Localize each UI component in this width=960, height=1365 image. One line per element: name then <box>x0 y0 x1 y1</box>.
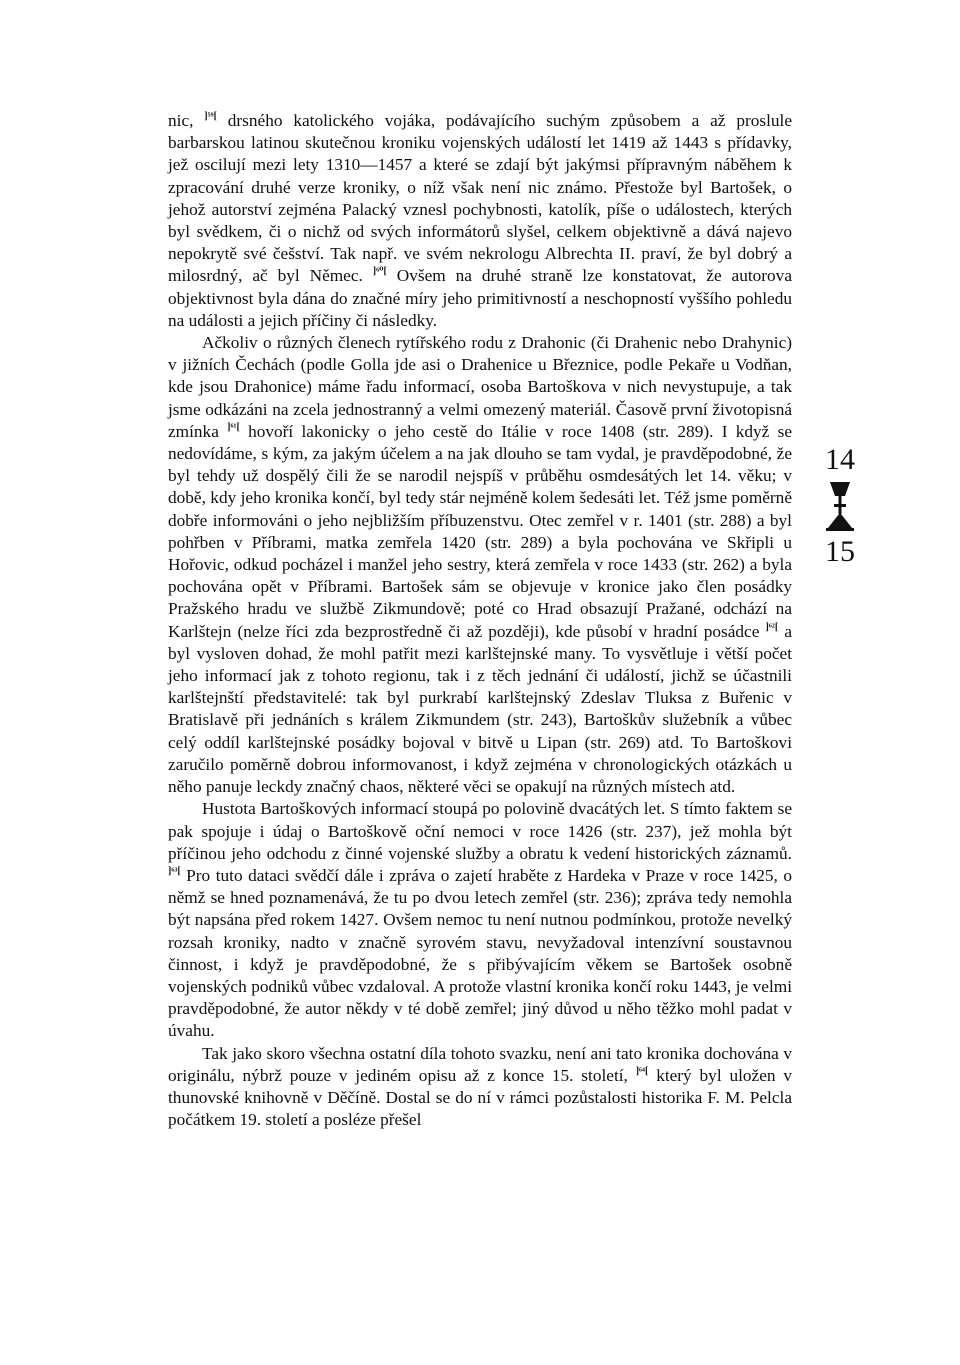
text-segment: Ačkoliv o různých členech rytířského rodu z Drahonic (či Drahenic nebo Drahynic) v jižních Čechách (podle Golla jde asi o Drahenice u Březnice, podle Pekaře u Vodňan, kde jsou Drahonice) máme řadu informací, osoba Bartoškova v nich nevystupuje, a tak jsme odkázáni na zcela jednostranný a velmi omezený materiál. Časově první životopisná zmínka <box>168 333 792 441</box>
text-segment: který byl uložen v thunovské knihovně v Děčíně. Dostal se do ní v rámci pozůstalosti historika F. M. Pelcla počátkem 19. století a posléze přešel <box>168 1065 792 1130</box>
paragraph <box>168 110 792 332</box>
footnote-marker: ]⁵⁹[ <box>204 111 217 123</box>
footnote-marker: ]⁶⁰[ <box>372 266 387 278</box>
text-segment: drsného katolického vojáka, podávajícího suchým způsobem a až proslule barbarskou latinou skutečnou kroniku vojenských událostí let 1419 až 1443 s přídavky, jež oscilují mezi lety 1310—1457 a které se zdají být jakýmsi přípravným náběhem k zpracování druhé verze kroniky, o níž však není nic známo. Přestože byl Bartošek, o jehož autorství zejména Palacký vznesl pochybnosti, katolík, píše o událostech, kterých byl svědkem, či o nichž od svých informátorů slyšel, celkem objektivně a dává najevo nepokrytě své češství. Tak např. ve svém nekrologu Albrechta II. praví, že byl dobrý a milosrdný, ač byl Němec. <box>168 111 792 286</box>
footnote-marker: ]⁶²[ <box>765 621 779 633</box>
text-segment: Hustota Bartoškových informací stoupá po polovině dvacátých let. S tímto faktem se pak spojuje i údaj o Bartoškově oční nemoci v roce 1426 (str. 237), jež mohla být příčinou jeho odchodu z činné vojenské služby a obratu k vedení historických záznamů. <box>168 799 792 863</box>
body-text <box>168 110 792 1131</box>
text-segment: Ovšem na druhé straně lze konstatovat, že autorova objektivnost byla dána do značné míry jeho primitivností a neschopností vyššího pohledu na události a jejich příčiny či následky. <box>168 266 792 330</box>
page-marker <box>812 444 868 568</box>
footnote-marker: ]⁶³[ <box>168 866 181 878</box>
text-segment: Tak jako skoro všechna ostatní díla tohoto svazku, není ani tato kronika dochována v originálu, nýbrž pouze v jediném opisu až z konce 15. století, <box>168 1043 792 1085</box>
text-segment: Pro tuto dataci svědčí dále i zpráva o zajetí hraběte z Hardeka v Praze v roce 1425, o němž se hned poznamenává, že tu po dvou letech zemřel (str. 236); zpráva tedy nemohla být napsána před rokem 1427. Ovšem nemoc tu není nutnou podmínkou, protože nevelký rozsah kroniky, nadto v značně syrovém stavu, nevyžadoval intenzívní soustavnou činnost, i když je pravděpodobné, že s přibývajícím věkem se Bartošek osobně vojenských podniků vůbec vzdaloval. A protože vlastní kronika končí roku 1443, je velmi pravděpodobné, že autor někdy v té době zemřel; jiný důvod u něho těžko mohl padat v úvahu. <box>168 865 792 1041</box>
paragraph <box>168 332 792 798</box>
footnote-marker: ]⁶¹[ <box>227 422 240 434</box>
text-segment: hovoří lakonicky o jeho cestě do Itálie v roce 1408 (str. 289). I když se nedovídáme, s kým, za jakým účelem a na jak dlouho se tam vydal, je pravděpodobné, že byl tehdy už dospělý čili že se narodil nejspíš v průběhu osmdesátých let 14. věku; v době, kdy jeho kronika končí, byl tedy stár nejméně kolem šedesáti let. Též jsme poměrně dobře informováni o jeho nejbližším příbuzenstvu. Otec zemřel v r. 1401 (str. 288) a byl pohřben v Příbrami, matka zemřela 1420 (str. 289) a byla pochována ve Skřipli u Hořovic, odkud pocházel i manžel jeho sestry, která zemřela v roce 1433 (str. 262) a byla pochována opět v Příbrami. Bartošek sám se objevuje v kronice jako člen posádky Pražského hradu ve službě Zikmundově; poté co Hrad obsazují Pražané, odchází na Karlštejn (nelze říci zda bezprostředně či až později), kde působí v hradní posádce <box>168 421 792 641</box>
page-marker-bottom: 15 <box>825 535 855 568</box>
chalice-icon <box>826 480 854 532</box>
page-marker-top: 14 <box>825 443 855 476</box>
paragraph <box>168 798 792 1042</box>
text-segment: nic, <box>168 111 205 130</box>
paragraph <box>168 1043 792 1132</box>
text-segment: a byl vysloven dohad, že mohl patřit mezi karlštejnské many. To vysvětluje i větší počet jeho informací jak z tohoto regionu, tak i z těch jednání či událostí, jichž se účastnili karlštejnští představitelé: tak byl purkrabí karlštejnský Zdeslav Tluksa z Buřenic v Bratislavě při jednáních s králem Zikmundem (str. 243), Bartoškův služebník a vůbec celý oddíl karlštejnské posádky bojoval v bitvě u Lipan (str. 269) atd. To Bartoškovi zaručilo poměrně dobrou informovanost, i když zejména v chronologických otázkách u něho panuje leckdy značný chaos, některé věci se opakují na různých místech atd. <box>168 621 792 797</box>
footnote-marker: ]⁶⁴[ <box>635 1065 649 1077</box>
